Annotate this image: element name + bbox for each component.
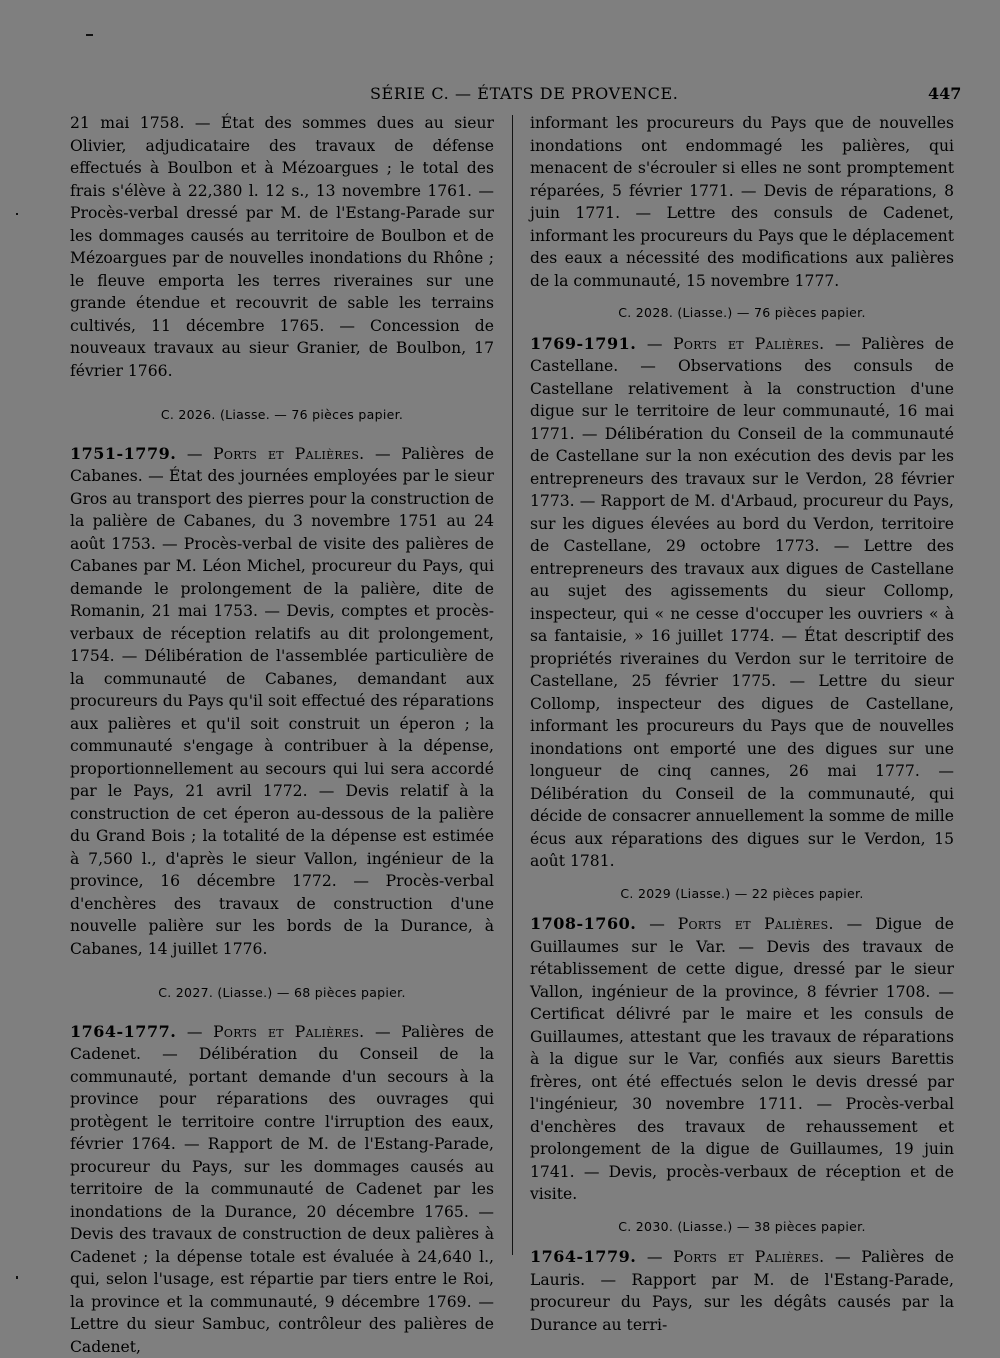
scan-speck [16, 1276, 18, 1279]
right-column [530, 112, 954, 1336]
entry-date: 1764-1779. [530, 1247, 636, 1266]
archive-entry [530, 333, 954, 873]
archive-entry [530, 1246, 954, 1336]
entry-dash: — [176, 445, 213, 463]
archive-reference: C. 2029 (Liasse.) — 22 pièces papier. [530, 883, 954, 906]
archive-reference: C. 2027. (Liasse.) — 68 pièces papier. [70, 982, 494, 1005]
archive-entry [70, 1021, 494, 1358]
entry-dash: — [636, 335, 673, 353]
archive-entry [530, 913, 954, 1206]
page-number: 447 [928, 84, 961, 103]
entry-body: — Palières de Cabanes. — État des journées employées par le sieur Gros au transport des pierres pour la construction de la palière de Cabanes, du 3 novembre 1751 au 24 août 1753. — Procès-verbal de visite des palières de Cabanes par M. Léon Michel, procureur du Pays, qui demande le prolongement de la palière, dite de Romanin, 21 mai 1753. — Devis, comptes et procès-verbaux de réception relatifs au dit prolongement, 1754. — Délibération de l'assemblée particulière de la communauté de Cabanes, demandant aux procureurs du Pays qu'il soit effectué des réparations aux palières et qu'il soit construit un éperon ; la communauté s'engage à contribuer à la dépense, proportionnellement au secours qui lui sera accordé par le Pays, 21 avril 1772. — Devis relatif à la construction de cet éperon au-dessous de la palière du Grand Bois ; la totalité de la dépense est estimée à 7,560 l., d'après le sieur Vallon, ingénieur de la province, 16 décembre 1772. — Procès-verbal d'enchères des travaux de construction d'une nouvelle palière sur les bords de la Durance, à Cabanes, 14 juillet 1776. [70, 445, 494, 958]
page-header [0, 84, 1000, 108]
entry-date: 1764-1777. [70, 1022, 176, 1041]
entry-dash: — [636, 915, 677, 933]
entry-body: — Palières de Cadenet. — Délibération du Conseil de la communauté, portant demande d'un secours à la province pour réparations des ouvrages qui protègent le territoire contre l'irruption des eaux, février 1764. — Rapport de M. de l'Estang-Parade, procureur du Pays, sur les dommages causés au territoire de la communauté de Cadenet par les inondations de la Durance, 20 décembre 1765. — Devis des travaux de construction de deux palières à Cadenet ; la dépense totale est évaluée à 24,640 l., qui, selon l'usage, est répartie par tiers entre le Roi, la province et la communauté, 9 décembre 1769. — Lettre du sieur Sambuc, contrôleur des palières de Cadenet, [70, 1023, 494, 1356]
archive-reference: C. 2030. (Liasse.) — 38 pièces papier. [530, 1216, 954, 1239]
entry-dash: — [636, 1248, 673, 1266]
entry-heading: Ports et Palières. [673, 335, 824, 353]
entry-heading: Ports et Palières. [213, 1023, 364, 1041]
entry-heading: Ports et Palières. [673, 1248, 824, 1266]
entry-body: — Palières de Castellane. — Observations des consuls de Castellane relativement à la construction d'une digue sur le territoire de leur communauté, 16 mai 1771. — Délibération du Conseil de la communauté de Castellane sur la non exécution des devis par les entrepreneurs des travaux sur le Verdon, 28 février 1773. — Rapport de M. d'Arbaud, procureur du Pays, sur les digues élevées au bord du Verdon, territoire de Castellane, 29 octobre 1773. — Lettre des entrepreneurs des travaux aux digues de Castellane au sujet des agissements du sieur Collomp, inspecteur, qui « ne cesse d'occuper les ouvriers « à sa fantaisie, » 16 juillet 1774. — État descriptif des propriétés riveraines du Verdon sur le territoire de Castellane, 25 février 1775. — Lettre du sieur Collomp, inspecteur des digues de Castellane, informant les procureurs du Pays que de nouvelles inondations ont emporté une des digues sur une longueur de cinq cannes, 26 mai 1777. — Délibération du Conseil de la communauté, qui décide de consacrer annuellement la somme de mille écus aux réparations des digues sur le Verdon, 15 août 1781. [530, 335, 954, 871]
scan-speck [16, 213, 18, 215]
running-title: SÉRIE C. — ÉTATS DE PROVENCE. [370, 84, 678, 103]
archive-entry [70, 443, 494, 961]
right-intro-paragraph: informant les procureurs du Pays que de nouvelles inondations ont endommagé les palières, qui menacent de s'écrouler si elles ne sont promptement réparées, 5 février 1771. — Devis de réparations, 8 juin 1771. — Lettre des consuls de Cadenet, informant les procureurs du Pays que le déplacement des eaux a nécessité des modifications aux palières de la communauté, 15 novembre 1777. [530, 112, 954, 292]
entry-body: — Digue de Guillaumes sur le Var. — Devis des travaux de rétablissement de cette digue, dressé par le sieur Vallon, ingénieur de la province, 8 février 1708. — Certificat délivré par le maire et les consuls de Guillaumes, attestant que les travaux de réparations à la digue sur le Var, confiés aux sieurs Barettis frères, ont été effectués selon le devis dressé par l'ingénieur, 30 novembre 1711. — Procès-verbal d'enchères des travaux de rehaussement et prolongement de la digue de Guillaumes, 19 juin 1741. — Devis, procès-verbaux de réception et de visite. [530, 915, 954, 1203]
column-divider [512, 115, 513, 1255]
entry-date: 1751-1779. [70, 444, 176, 463]
entry-heading: Ports et Palières. [678, 915, 834, 933]
left-intro-paragraph: 21 mai 1758. — État des sommes dues au sieur Olivier, adjudicataire des travaux de défense effectués à Boulbon et à Mézoargues ; le total des frais s'élève à 22,380 l. 12 s., 13 novembre 1761. — Procès-verbal dressé par M. de l'Estang-Parade sur les dommages causés au territoire de Boulbon et de Mézoargues par de nouvelles inondations du Rhône ; le fleuve emporta les terres riveraines sur une grande étendue et recouvrit de sable les terrains cultivés, 11 décembre 1765. — Concession de nouveaux travaux au sieur Granier, de Boulbon, 17 février 1766. [70, 112, 494, 382]
scan-speck [86, 34, 93, 36]
entry-heading: Ports et Palières. [213, 445, 364, 463]
entry-date: 1708-1760. [530, 914, 636, 933]
entry-date: 1769-1791. [530, 334, 636, 353]
entry-dash: — [176, 1023, 213, 1041]
archive-reference: C. 2026. (Liasse. — 76 pièces papier. [70, 404, 494, 427]
archive-reference: C. 2028. (Liasse.) — 76 pièces papier. [530, 302, 954, 325]
left-column [70, 112, 494, 1358]
entry-body: — Palières de Lauris. — Rapport par M. de l'Estang-Parade, procureur du Pays, sur les dégâts causés par la Durance au terri- [530, 1248, 954, 1334]
